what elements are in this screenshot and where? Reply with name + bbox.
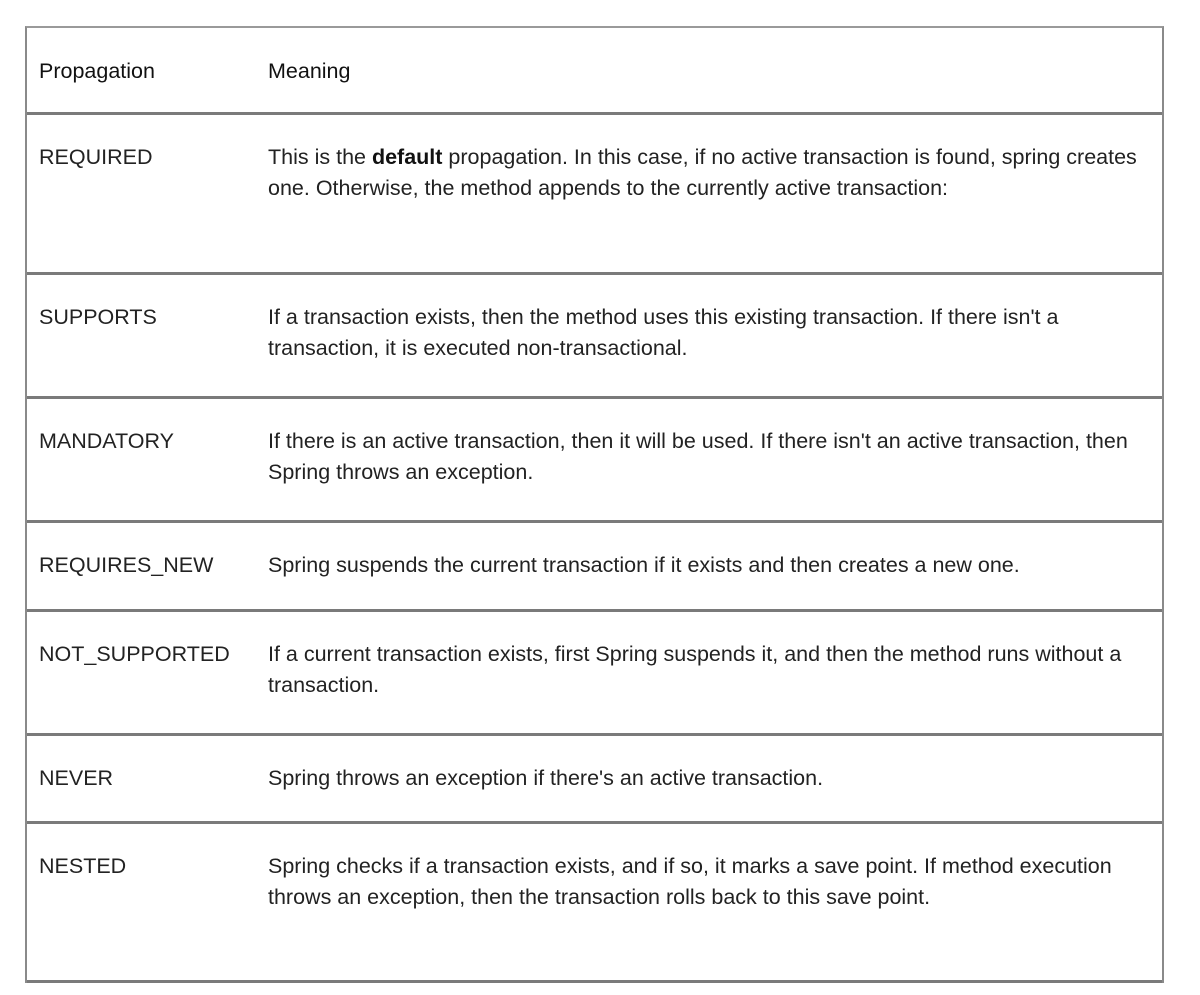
meaning-cell	[268, 142, 1162, 272]
table-row-supports	[27, 275, 1162, 399]
propagation-table	[25, 26, 1164, 983]
meaning-cell: Spring throws an exception if there's an active transaction.	[268, 766, 824, 790]
propagation-cell: SUPPORTS	[39, 305, 157, 329]
propagation-cell: NOT_SUPPORTED	[39, 642, 230, 666]
meaning-cell: If there is an active transaction, then it will be used. If there isn't an active transaction, then Spring throws an exception.	[268, 429, 1128, 484]
table-header-row	[27, 28, 1162, 115]
meaning-text-bold: default	[371, 145, 443, 169]
header-meaning: Meaning	[268, 58, 351, 83]
table-row-mandatory	[27, 399, 1162, 523]
propagation-cell: NEVER	[39, 766, 114, 790]
propagation-cell: MANDATORY	[39, 429, 174, 453]
meaning-cell: If a current transaction exists, first Spring suspends it, and then the method runs without a transaction.	[268, 642, 1122, 697]
header-propagation: Propagation	[39, 58, 155, 83]
meaning-text-pre: This is the	[268, 145, 372, 169]
propagation-cell: NESTED	[39, 854, 127, 878]
table-row-nested	[27, 824, 1162, 983]
table-row-required	[27, 115, 1162, 275]
propagation-cell: REQUIRES_NEW	[39, 553, 214, 577]
table-row-never	[27, 736, 1162, 824]
meaning-cell: Spring checks if a transaction exists, and if so, it marks a save point. If method execution throws an exception, then the transaction rolls back to this save point.	[268, 854, 1112, 909]
table-row-requires-new	[27, 523, 1162, 612]
meaning-cell: If a transaction exists, then the method uses this existing transaction. If there isn't a transaction, it is executed non-transactional.	[268, 305, 1059, 360]
meaning-cell: Spring suspends the current transaction if it exists and then creates a new one.	[268, 553, 1020, 577]
table-row-not-supported	[27, 612, 1162, 736]
meaning-text-post: propagation. In this case, if no active transaction is found, spring creates one. Otherwise, the method appends to the currently active transaction:	[268, 145, 1137, 200]
propagation-cell: REQUIRED	[39, 145, 153, 169]
